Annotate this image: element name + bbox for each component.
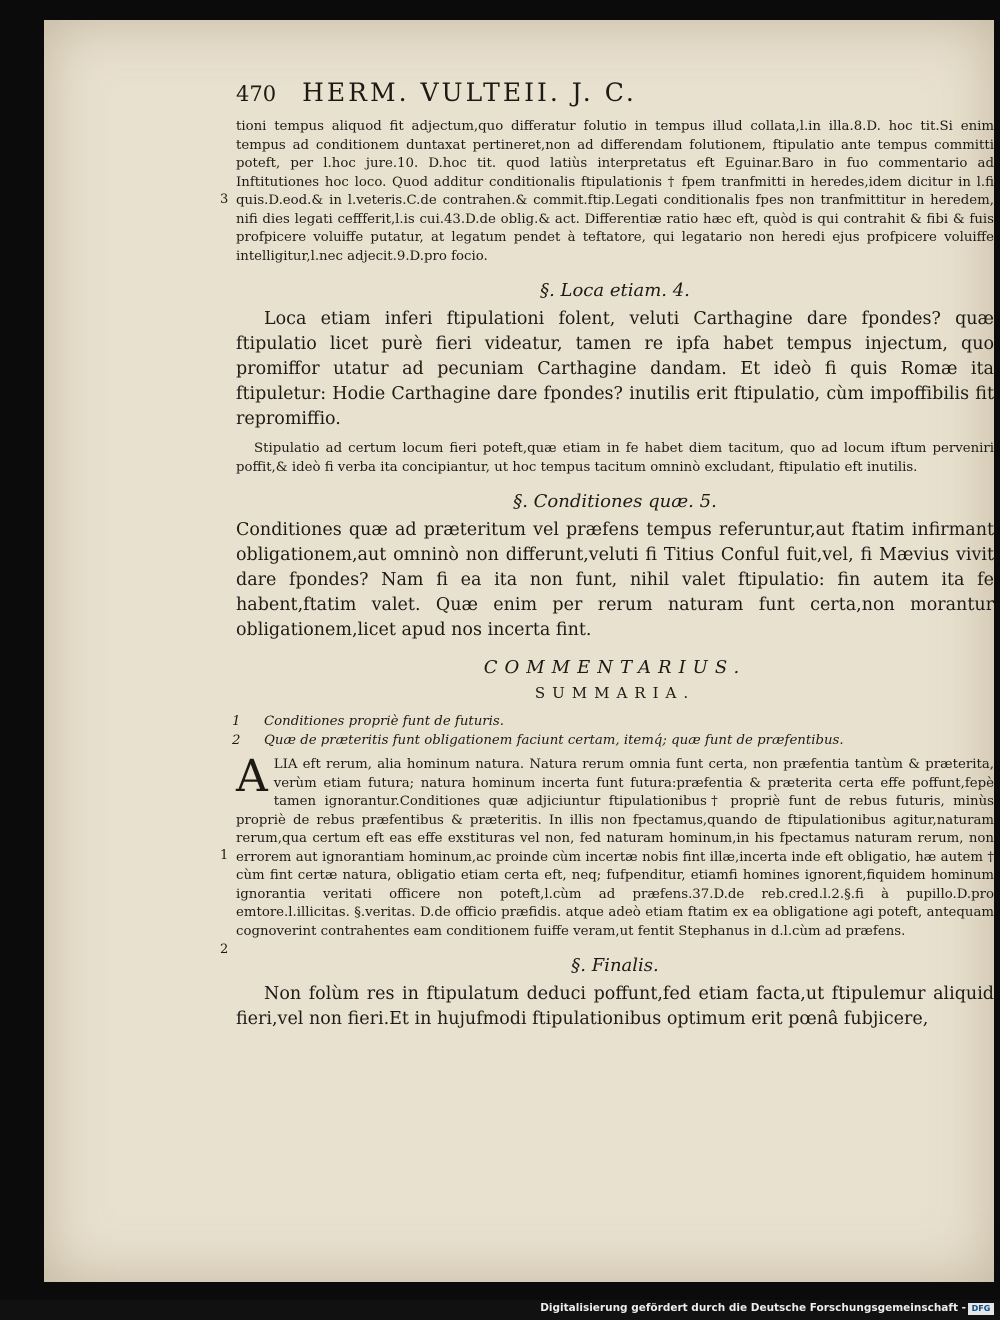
margin-number-3: 3 (220, 192, 229, 207)
summary-item (232, 712, 994, 731)
summary-text: Quæ de præteritis funt obligationem faciunt certam, itemq́; quæ funt de præfentibus. (264, 733, 844, 748)
section-text-finalis: Non folùm res in ftipulatum deduci poffunt,fed etiam facta,ut ftipulemur aliquid fieri,vel non fieri.Et in hujufmodi ftipulationibus optimum erit pœnâ fubjicere, (236, 984, 994, 1029)
page-number: 470 (236, 82, 277, 106)
summary-text: Conditiones propriè funt de futuris. (264, 714, 504, 729)
summaria-heading: SUMMARIA. (534, 684, 696, 702)
drop-cap: A (236, 751, 268, 802)
alia-block (220, 751, 994, 957)
book-page (44, 20, 994, 1282)
alia-text: LIA eft rerum, alia hominum natura. Natura rerum omnia funt certa, non præfentia tantùm & præterita, verùm etiam futura; natura hominum incerta funt futura:præfentia & præterita certa effe poffunt,fepè tamen ignorantur.Conditiones quæ adjiciuntur ftipulationibus† propriè funt de rebus futuris, minùs propriè de rebus præfentibus & præteritis. In illis non fpectamus,quando de ftipulationibus agitur,naturam rerum,qua certum eft eas effe exstituras vel non, fed naturam hominum,in his fpectamus naturam rerum, non errorem aut ignorantiam hominum,ac proinde cùm incertæ nobis fint illæ,incerta inde eft obligatio, hæ autem † cùm fint certæ natura, obligatio etiam certa eft, neq; fufpenditur, etiamfi homines ignorent,fiquidem hominum ignorantia veritati officere non poteft,l.cùm ad præfens.37.D.de reb.cred.l.2.§.fi à pupillo.D.pro emtore.l.illicitas. §.veritas. D.de officio præfidis. atque adeò etiam ftatim ex ea obligatione agi poteft, antequam cognoverint contrahentes eam conditionem fuiffe veram,ut fentit Stephanus in d.l.cùm ad præfens. (236, 757, 994, 939)
paragraph-1: tioni tempus aliquod fit adjectum,quo differatur folutio in tempus illud collata,l.in illa.8.D. hoc tit.Si enim tempus ad conditionem duntaxat pertineret,non ad differendam folutionem, ftipulatio ante tempus committi poteft, per l.hoc jure.10. D.hoc tit. quod latiùs interpretatus eft Eguinar.Baro in fuo commentario ad Inftitutiones hoc loco. Quod additur conditionalis ftipulationis † fpem tranfmitti in heredes,idem dicitur in l.fi quis.D.eod.& in l.veteris.C.de contrahen.& commit.ftip.Legati conditionalis fpes non tranfmittitur in heredem, nifi dies legati ceffferit,l.is cui.43.D.de oblig.& act. Differentiæ ratio hæc eft, quòd is qui contrahit & fibi & fuis profpicere voluiffe putatur, at legatum pendet à teftatore, qui legatario non heredi ejus profpicere voluiffe intelligitur,l.nec adjecit.9.D.pro focio. (236, 119, 994, 264)
section-head-loca: §. Loca etiam. 4. (540, 280, 690, 301)
dfg-logo: DFG (968, 1303, 994, 1315)
summary-list (232, 712, 994, 750)
alia-paragraph (236, 751, 994, 941)
running-head: HERM. VULTEII. J. C. (302, 78, 637, 107)
page-header (236, 78, 994, 112)
summary-item (232, 731, 994, 750)
paragraph-1-block (220, 118, 994, 266)
commentarius-heading: COMMENTARIUS. (483, 657, 747, 678)
summary-number: 1 (232, 714, 241, 729)
section-text-loca: Loca etiam inferi ftipulationi folent, veluti Carthagine dare fpondes? quæ ftipulatio licet purè fieri videatur, tamen re ipfa habet tempus injectum, quo promiffor utatur ad pecuniam Carthagine dandam. Et ideò fi quis Romæ ita ftipuletur: Hodie Carthagine dare fpondes? inutilis erit ftipulatio, cùm impoffibilis fit repromiffio. (236, 309, 994, 429)
summary-number: 2 (232, 733, 241, 748)
page-content (220, 78, 994, 1032)
margin-number-1: 1 (220, 848, 229, 863)
section-text-conditiones: Conditiones quæ ad præteritum vel præfens tempus referuntur,aut ftatim infirmant obligationem,aut omninò non differunt,veluti fi Titius Conful fuit,vel, fi Mævius vivit dare fpondes? Nam fi ea ita non funt, nihil valet ftipulatio: fin autem ita fe habent,ftatim valet. Quæ enim per rerum naturam funt certa,non morantur obligationem,licet apud nos incerta fint. (236, 520, 994, 640)
digitization-credit: Digitalisierung gefördert durch die Deutsche Forschungsgemeinschaft - (540, 1302, 966, 1314)
section-head-conditiones: §. Conditiones quæ. 5. (513, 491, 717, 512)
section-note-loca: Stipulatio ad certum locum fieri poteft,quæ etiam in fe habet diem tacitum, quo ad locum iftum perveniri poffit,& ideò fi verba ita concipiantur, ut hoc tempus tacitum omninò excludant, ftipulatio eft inutilis. (236, 441, 994, 475)
margin-number-2: 2 (220, 942, 229, 957)
section-head-finalis: §. Finalis. (571, 955, 659, 976)
